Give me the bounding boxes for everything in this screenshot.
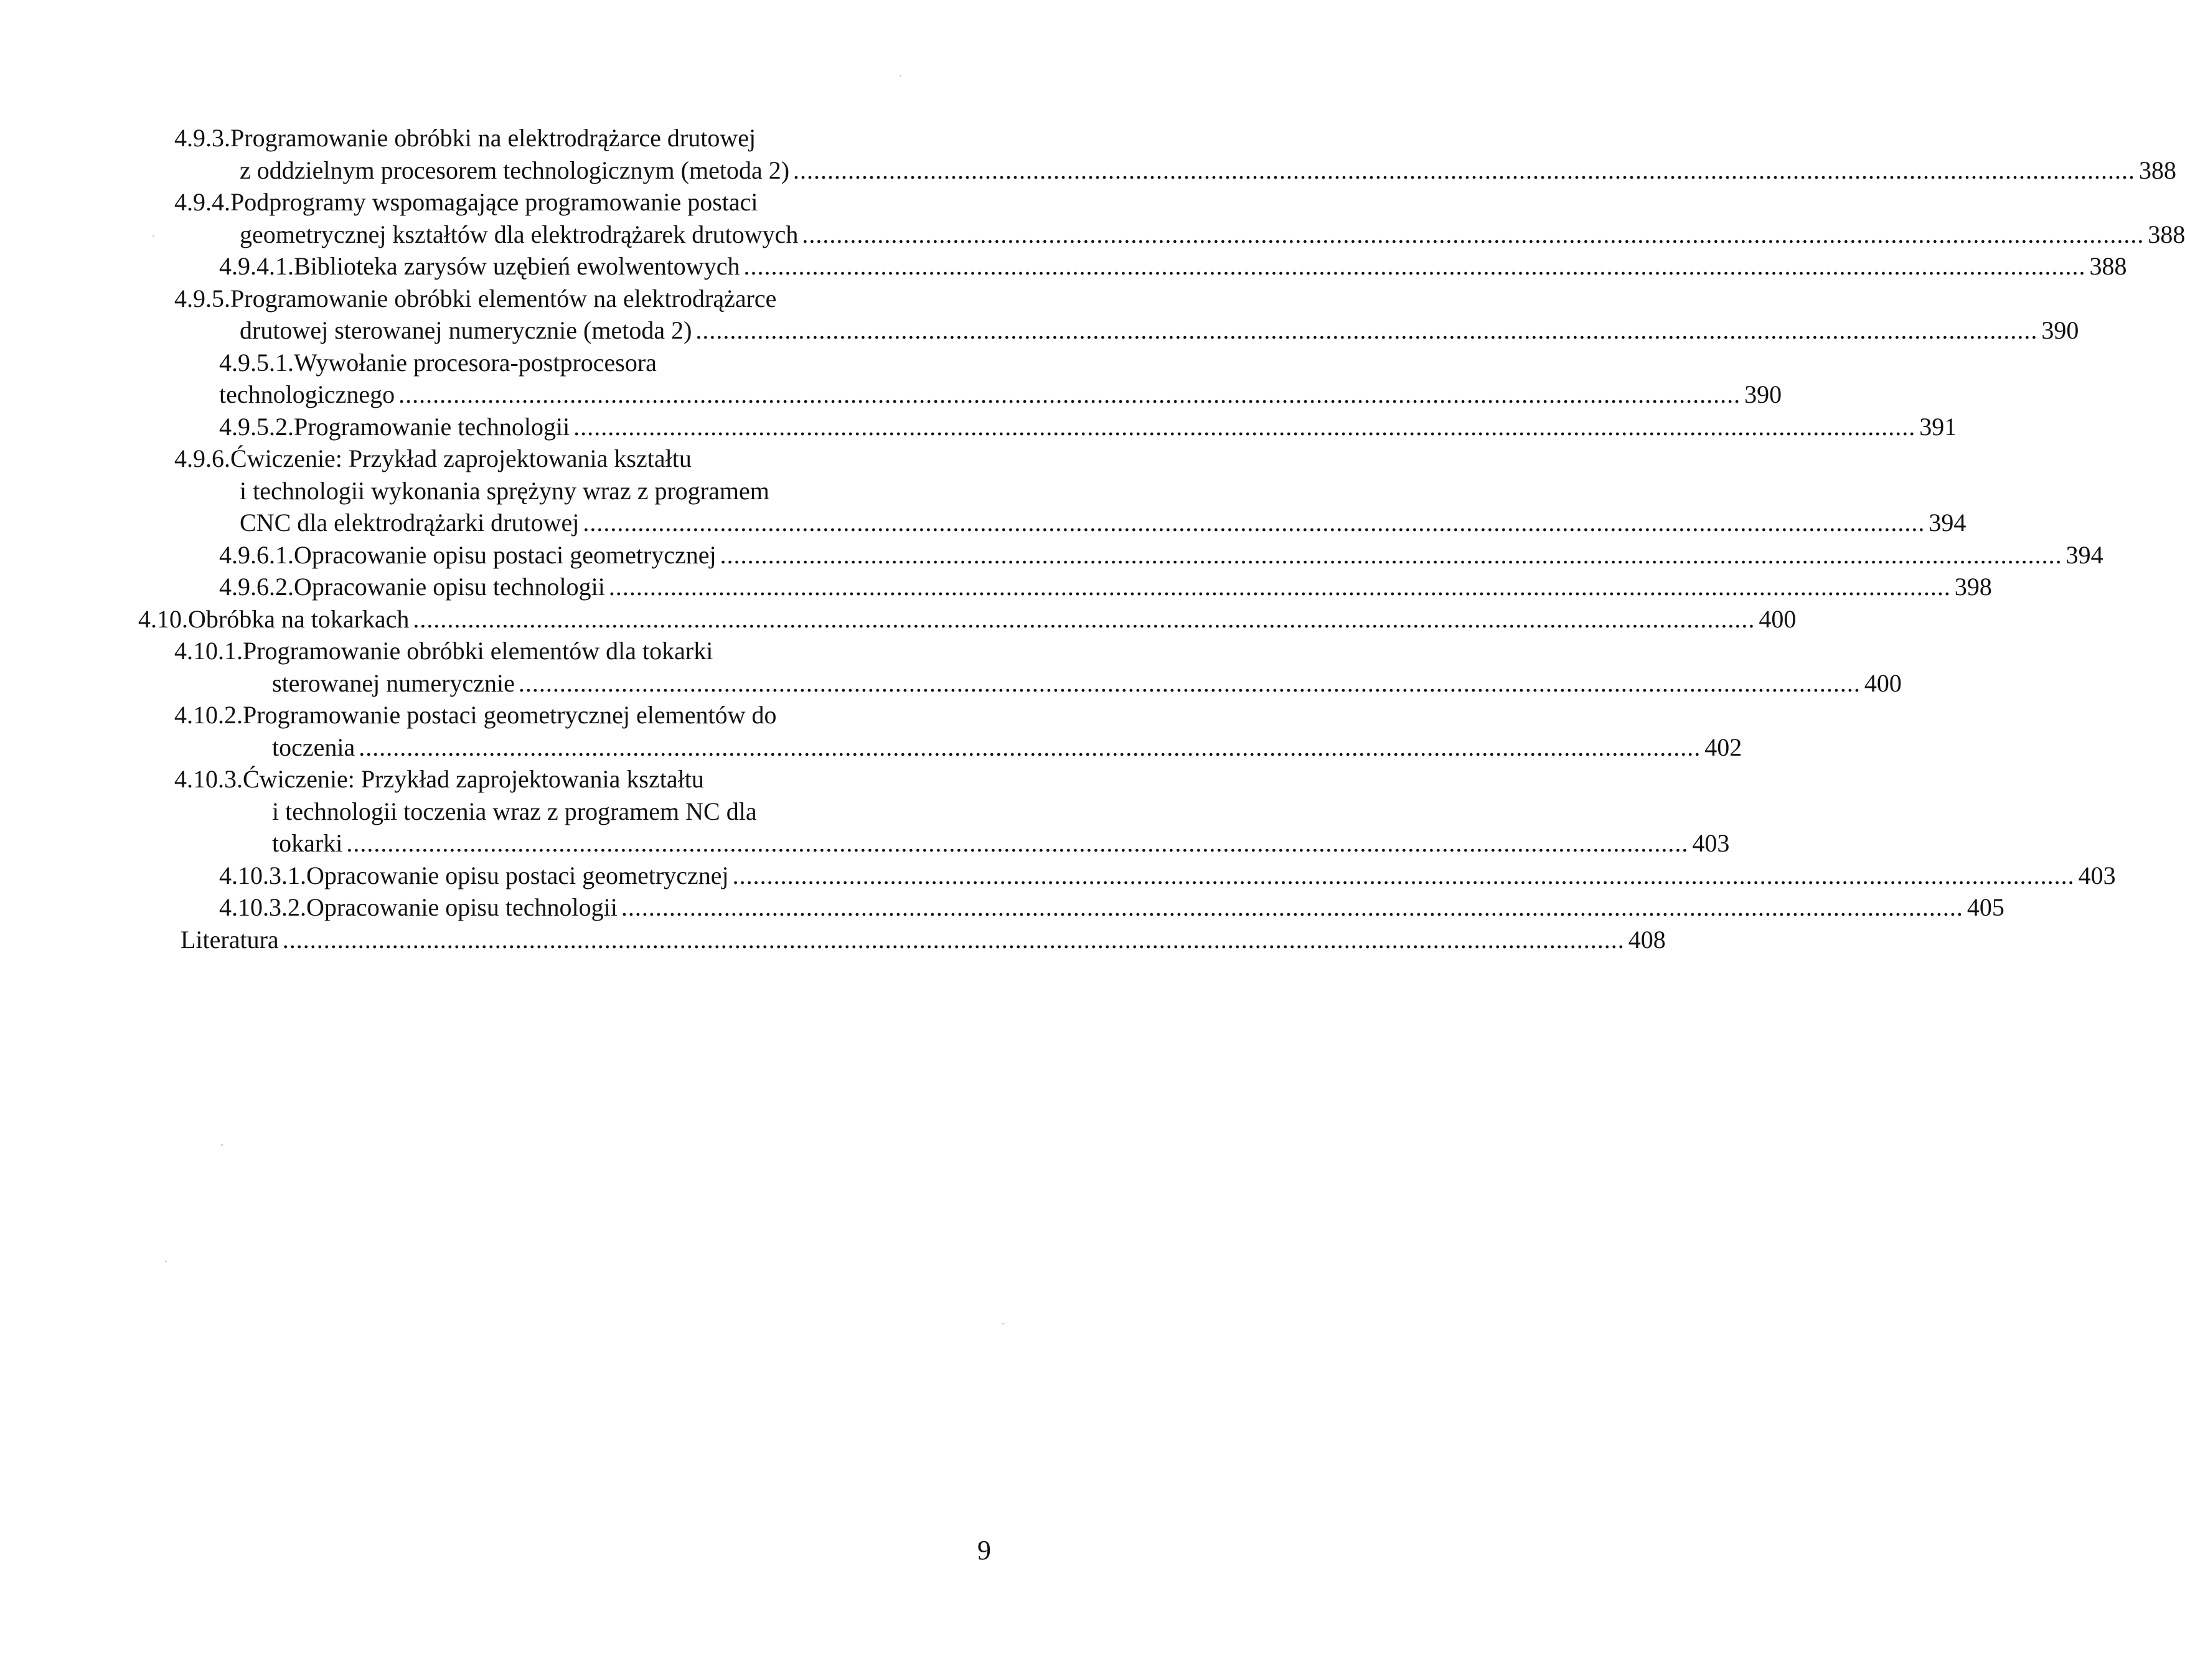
toc-title: Obróbka na tokarkach — [188, 604, 410, 633]
toc-line — [0, 218, 2185, 251]
toc-page-number: 391 — [1919, 412, 1957, 441]
toc-line — [0, 347, 1111, 379]
toc-number: 4.10.3.1. — [219, 861, 306, 889]
toc-entry — [0, 571, 1992, 603]
toc-page-number: 405 — [1966, 893, 2004, 921]
toc-title: Opracowanie opisu postaci geometrycznej — [306, 861, 729, 889]
toc-line — [0, 860, 2116, 892]
toc-page-number: 388 — [2139, 156, 2177, 184]
toc-leader-dots: .................................................................................................................................................................................................... — [346, 829, 1689, 857]
toc-line — [0, 731, 1742, 764]
toc-title: drutowej sterowanej numerycznie (metoda 2) — [240, 316, 692, 344]
toc-entry — [0, 443, 1966, 539]
toc-title: Ćwiczenie: Przykład zaprojektowania kształtu — [230, 444, 692, 472]
toc-entry — [0, 122, 2177, 186]
toc-entry — [0, 860, 2116, 892]
toc-line — [0, 635, 1111, 667]
toc-leader-dots: .................................................................................................................................................................................................... — [413, 604, 1755, 633]
toc-number: 4.10.1. — [174, 637, 243, 665]
toc-number: 4.10.3.2. — [219, 893, 306, 921]
toc-line — [0, 924, 1666, 956]
toc-leader-dots: .................................................................................................................................................................................................... — [573, 412, 1916, 441]
toc-title: i technologii wykonania sprężyny wraz z programem — [240, 476, 769, 505]
toc-number: 4.9.6.2. — [219, 573, 294, 601]
toc-entry — [0, 891, 2004, 924]
toc-number: 4.9.5.2. — [219, 412, 294, 441]
toc-title: Ćwiczenie: Przykład zaprojektowania kształtu — [243, 765, 704, 793]
toc-leader-dots: .................................................................................................................................................................................................... — [398, 380, 1741, 408]
toc-entry — [0, 347, 1782, 411]
toc-page-number: 400 — [1864, 669, 1902, 697]
toc-line — [0, 122, 1111, 154]
page-number: 9 — [977, 1535, 991, 1565]
toc-entry — [0, 250, 2127, 283]
toc-leader-dots: .................................................................................................................................................................................................... — [743, 252, 2086, 280]
toc-entry — [0, 539, 2103, 571]
toc-title: Programowanie obróbki na elektrodrążarce drutowej — [230, 124, 756, 152]
toc-title: tokarki — [272, 829, 343, 857]
toc-title: toczenia — [272, 733, 355, 761]
toc-entry — [0, 186, 2185, 250]
toc-leader-dots: .................................................................................................................................................................................................... — [720, 540, 2062, 569]
toc-leader-dots: .................................................................................................................................................................................................... — [359, 733, 1701, 761]
toc-title: sterowanej numerycznie — [272, 669, 515, 697]
toc-page-number: 408 — [1628, 925, 1666, 954]
toc-title: Literatura — [181, 925, 279, 954]
toc-title: i technologii toczenia wraz z programem NC dla — [272, 797, 757, 825]
toc-number: 4.9.4.1. — [219, 252, 294, 280]
toc-line — [0, 443, 1111, 475]
toc-number: 4.9.3. — [174, 124, 230, 152]
toc-title: Opracowanie opisu technologii — [294, 573, 605, 601]
toc-line — [0, 603, 1797, 636]
toc-leader-dots: .................................................................................................................................................................................................... — [732, 861, 2075, 889]
toc-leader-dots: .................................................................................................................................................................................................... — [802, 220, 2145, 248]
toc-page-number: 390 — [1744, 380, 1782, 408]
toc-entry — [0, 924, 1666, 956]
toc-number: 4.9.5.1. — [219, 348, 294, 377]
toc-line — [0, 699, 1111, 731]
toc-line — [0, 571, 1992, 603]
toc-line — [0, 763, 1111, 795]
toc-leader-dots: .................................................................................................................................................................................................... — [608, 573, 1951, 601]
toc-title: Programowanie postaci geometrycznej elementów do — [243, 701, 777, 729]
toc-leader-dots: .................................................................................................................................................................................................... — [583, 509, 1925, 537]
toc-line — [0, 250, 2127, 283]
toc-entry — [0, 603, 1797, 636]
toc-entry — [0, 763, 1730, 860]
toc-line — [0, 154, 2177, 187]
toc-line — [0, 314, 2079, 347]
toc-title: Programowanie obróbki elementów dla tokarki — [243, 637, 713, 665]
scan-speck — [153, 235, 154, 237]
toc-entry — [0, 411, 1957, 443]
toc-number: 4.9.5. — [174, 284, 230, 312]
toc-title: Opracowanie opisu postaci geometrycznej — [294, 540, 717, 569]
toc-page-number: 400 — [1759, 604, 1797, 633]
toc-title: geometrycznej kształtów dla elektrodrążarek drutowych — [240, 220, 799, 248]
toc-title: Opracowanie opisu technologii — [306, 893, 618, 921]
scan-speck — [900, 75, 901, 77]
toc-title: Programowanie obróbki elementów na elektrodrążarce — [230, 284, 777, 312]
toc-page-number: 398 — [1954, 573, 1992, 601]
scan-speck — [1002, 1323, 1004, 1325]
toc-number: 4.9.6.1. — [219, 540, 294, 569]
scan-speck — [165, 1260, 167, 1262]
toc-page-number: 403 — [1692, 829, 1730, 857]
toc-line — [0, 378, 1782, 411]
toc-line — [0, 186, 1111, 218]
toc-title: Biblioteka zarysów uzębień ewolwentowych — [294, 252, 740, 280]
toc-page-number: 388 — [2148, 220, 2185, 248]
toc-page-number: 394 — [1929, 509, 1966, 537]
toc-line — [0, 507, 1966, 539]
toc-line — [0, 891, 2004, 924]
scan-speck — [221, 1144, 223, 1146]
toc-line — [0, 283, 1111, 315]
toc-line — [0, 475, 1111, 507]
toc-title: z oddzielnym procesorem technologicznym (metoda 2) — [240, 156, 790, 184]
toc-page-number: 402 — [1704, 733, 1742, 761]
toc-entry — [0, 635, 1902, 699]
toc-number: 4.10. — [138, 604, 188, 633]
toc-line — [0, 827, 1730, 860]
toc-line — [0, 795, 1111, 828]
toc-title: technologicznego — [219, 380, 395, 408]
toc-number: 4.9.4. — [174, 188, 230, 216]
table-of-contents — [0, 122, 2185, 955]
toc-title: Podprogramy wspomagające programowanie postaci — [230, 188, 758, 216]
toc-leader-dots: .................................................................................................................................................................................................... — [518, 669, 1861, 697]
toc-leader-dots: .................................................................................................................................................................................................... — [621, 893, 1963, 921]
toc-line — [0, 411, 1957, 443]
toc-leader-dots: .................................................................................................................................................................................................... — [695, 316, 2038, 344]
toc-line — [0, 539, 2103, 571]
toc-leader-dots: .................................................................................................................................................................................................... — [793, 156, 2136, 184]
toc-line — [0, 667, 1902, 700]
toc-title: Programowanie technologii — [294, 412, 570, 441]
toc-title: CNC dla elektrodrążarki drutowej — [240, 509, 580, 537]
toc-entry — [0, 283, 2079, 347]
toc-number: 4.9.6. — [174, 444, 230, 472]
toc-leader-dots: .................................................................................................................................................................................................... — [282, 925, 1625, 954]
toc-number: 4.10.2. — [174, 701, 243, 729]
toc-page-number: 390 — [2041, 316, 2079, 344]
toc-page-number: 388 — [2089, 252, 2127, 280]
toc-title: Wywołanie procesora-postprocesora — [294, 348, 657, 377]
toc-page-number: 394 — [2065, 540, 2103, 569]
toc-page-number: 403 — [2078, 861, 2116, 889]
toc-entry — [0, 699, 1742, 763]
toc-number: 4.10.3. — [174, 765, 243, 793]
